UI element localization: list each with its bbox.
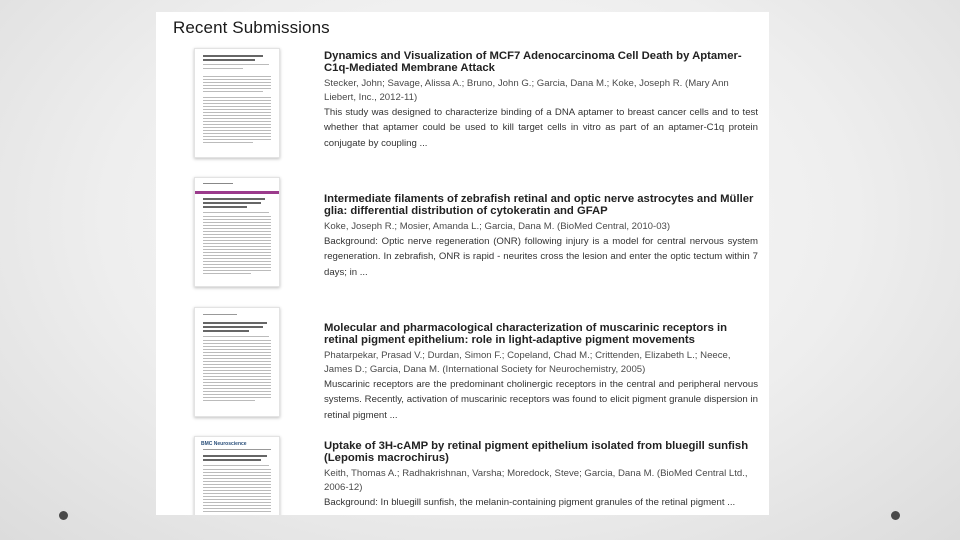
submission-authors: Phatarpekar, Prasad V.; Durdan, Simon F.; Copeland, Chad M.; Crittenden, Elizabeth L.; Neece, James D.; Garcia, Dana M. (International Society for Neurochemistry, 2005): [324, 350, 731, 375]
submission-abstract: Muscarinic receptors are the predominant cholinergic receptors in the central and peripheral nervous systems. Recently, activation of muscarinic receptors was found to elicit pigment granule dispersion in retinal pigment ...: [324, 379, 758, 421]
submission-text: [324, 322, 758, 423]
submission-thumbnail[interactable]: [194, 48, 280, 158]
submission-title[interactable]: Intermediate filaments of zebrafish retinal and optic nerve astrocytes and Müller glia: differential distribution of cytokeratin and GFAP: [324, 193, 754, 217]
submission-title[interactable]: Uptake of 3H-cAMP by retinal pigment epithelium isolated from bluegill sunfish (Lepomis macrochirus): [324, 440, 749, 464]
submission-title[interactable]: Dynamics and Visualization of MCF7 Adenocarcinoma Cell Death by Aptamer-C1q-Mediated Membrane Attack: [324, 50, 742, 74]
submission-thumbnail[interactable]: [194, 307, 280, 417]
submission-abstract: Background: Optic nerve regeneration (ONR) following injury is a model for central nervous system regeneration. In zebrafish, ONR is rapid - neurites cross the lesion and enter the optic tectum within 7 days; in ...: [324, 236, 758, 278]
submission-text: [324, 440, 758, 510]
submission-text: [324, 50, 758, 151]
submission-authors: Stecker, John; Savage, Alissa A.; Bruno, John G.; Garcia, Dana M.; Koke, Joseph R. (Mary Ann Liebert, Inc., 2012-11): [324, 78, 729, 103]
submission-abstract: Background: In bluegill sunfish, the melanin-containing pigment granules of the retinal pigment ...: [324, 497, 736, 508]
submission-abstract: This study was designed to characterize binding of a DNA aptamer to breast cancer cells and to test whether that aptamer could be used to kill target cells in vitro as part of an aptamer-C1q protein conjugate by coupling ...: [324, 107, 758, 149]
submission-authors: Koke, Joseph R.; Mosier, Amanda L.; Garcia, Dana M. (BioMed Central, 2010-03): [324, 221, 671, 232]
section-heading: Recent Submissions: [173, 18, 330, 37]
journal-logo: BMC Neuroscience: [201, 441, 247, 447]
slide-bullet-right: [891, 511, 900, 520]
slide-bullet-left: [59, 511, 68, 520]
submission-title[interactable]: Molecular and pharmacological characterization of muscarinic receptors in retinal pigment epithelium: role in light-adaptive pigment movements: [324, 322, 728, 346]
submission-text: [324, 193, 758, 280]
submission-authors: Keith, Thomas A.; Radhakrishnan, Varsha; Moredock, Steve; Garcia, Dana M. (BioMed Central Ltd., 2006-12): [324, 468, 748, 493]
submission-thumbnail[interactable]: [194, 177, 280, 287]
recent-submissions-panel: [156, 12, 769, 515]
submission-thumbnail[interactable]: [194, 436, 280, 515]
